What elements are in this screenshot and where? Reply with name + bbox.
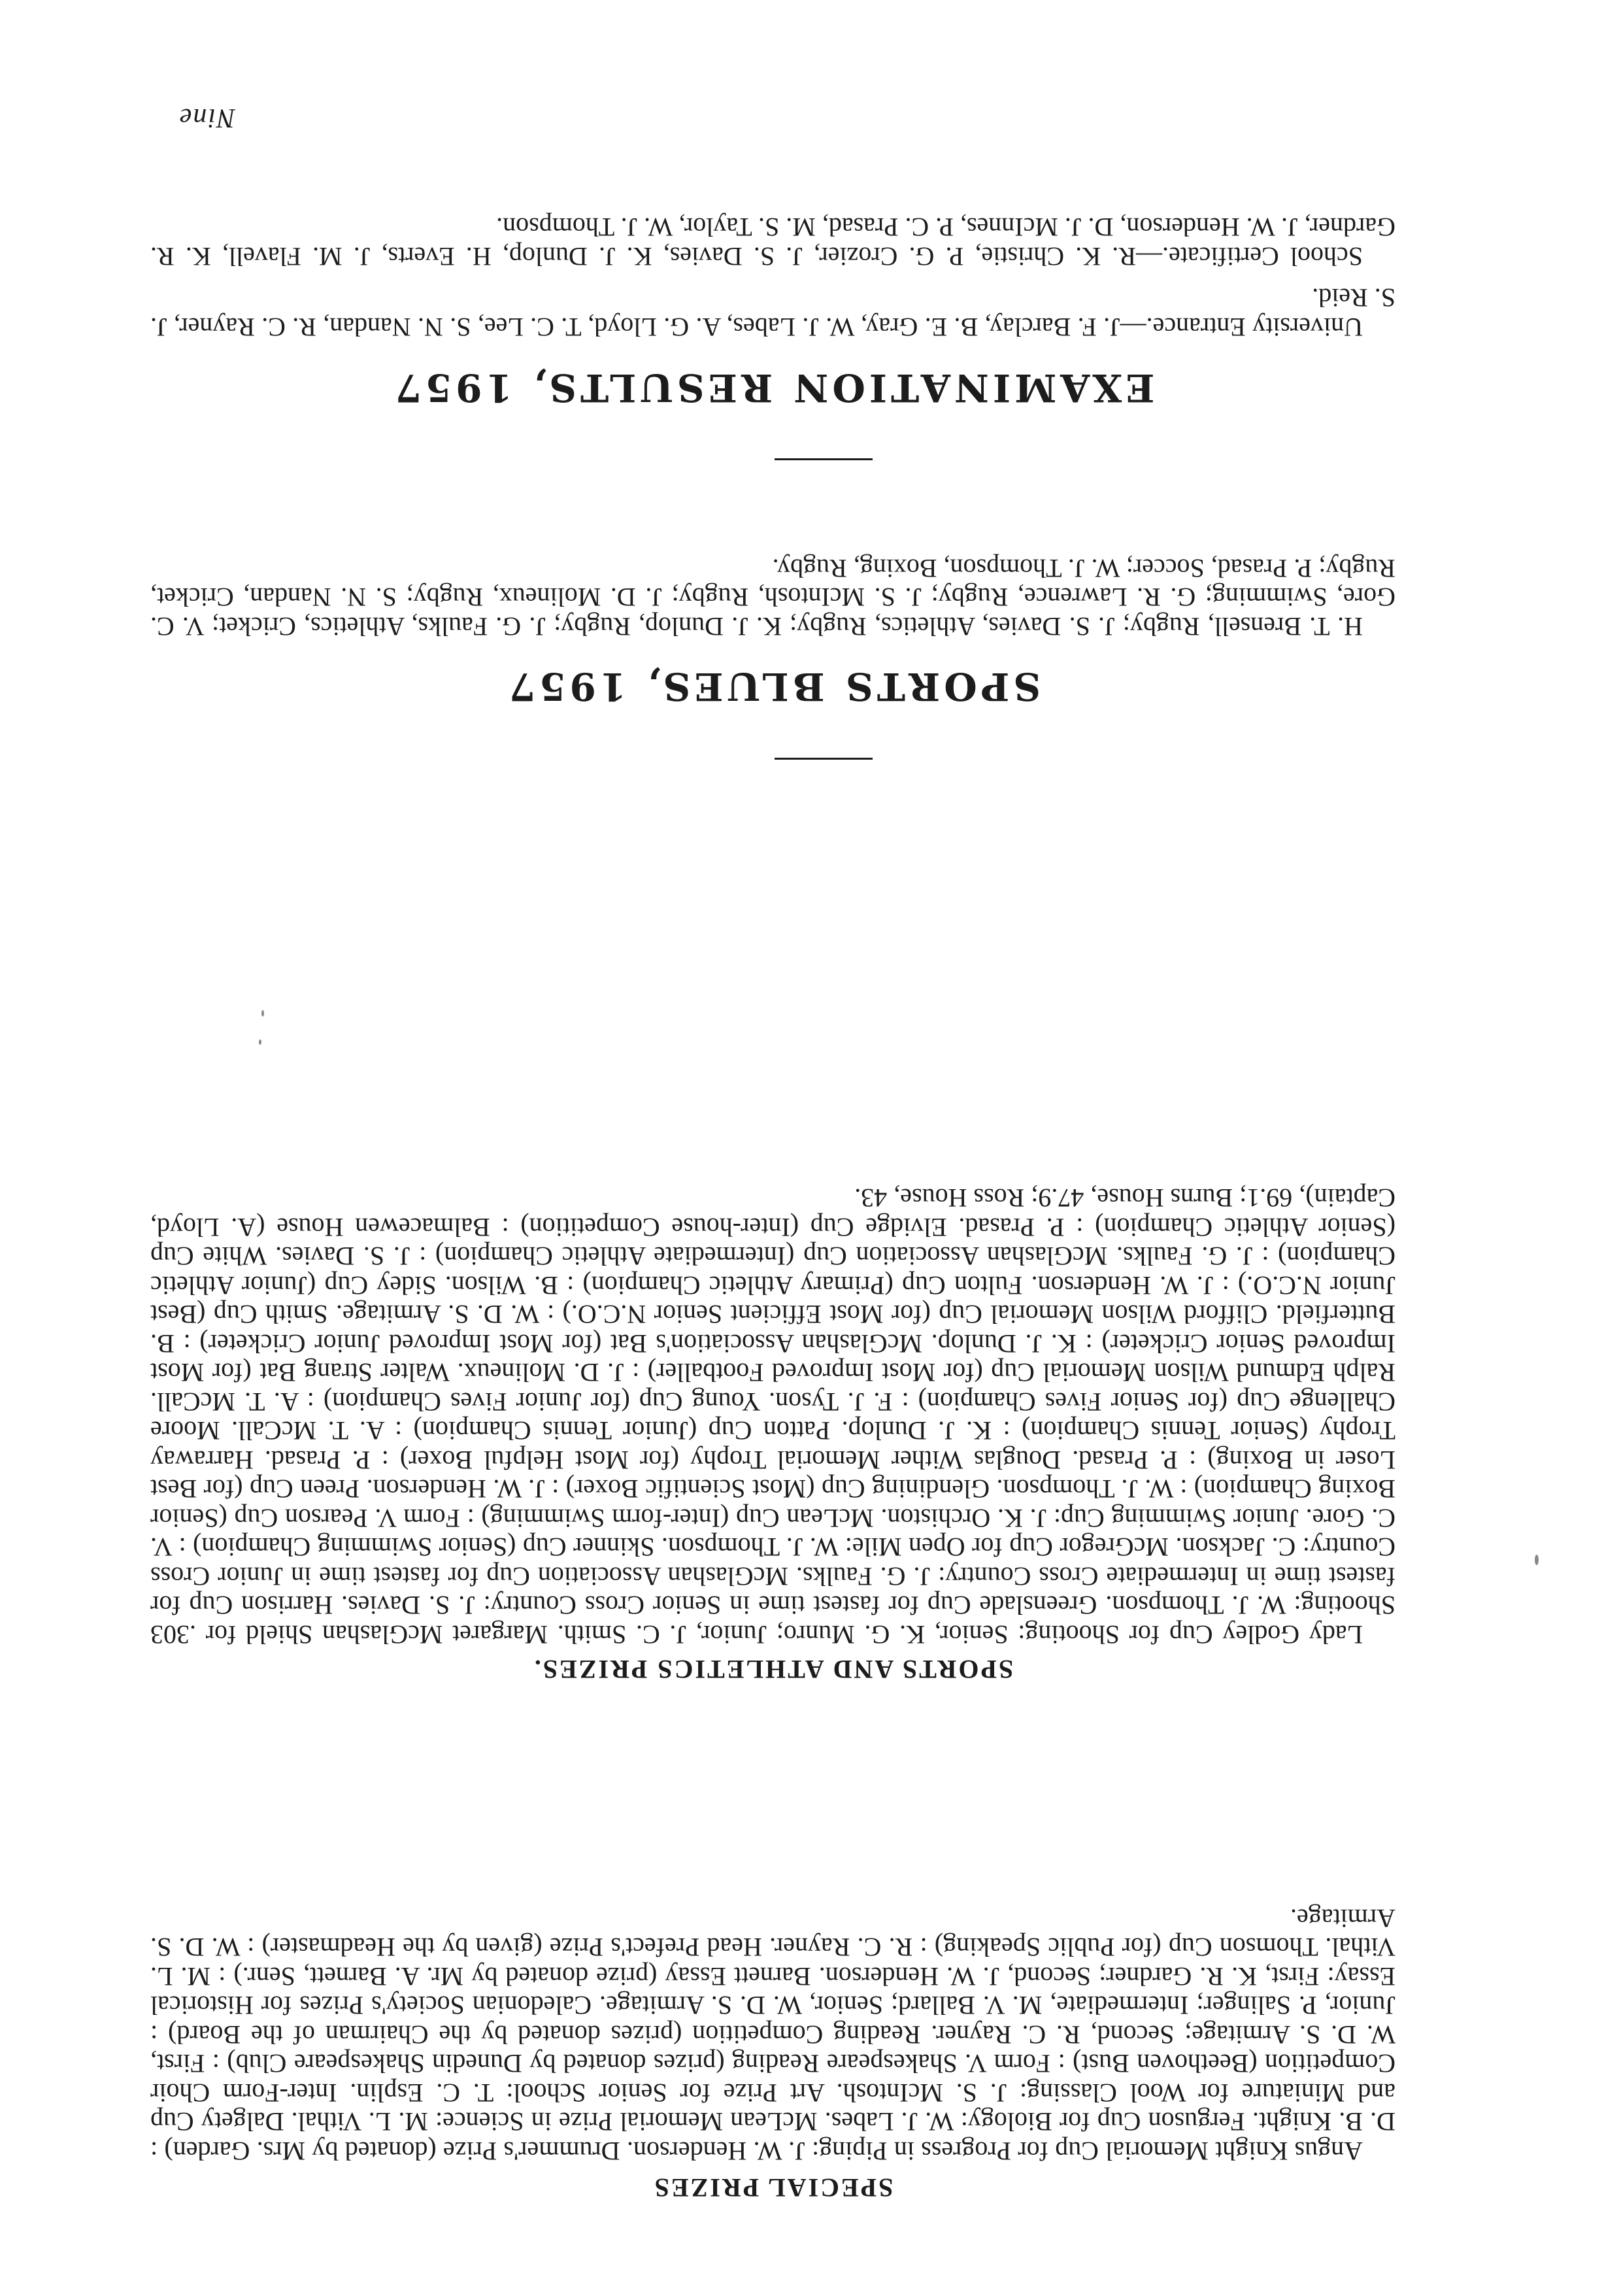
sports-athletics-prizes-text: Lady Godley Cup for Shooting: Senior, K. G. Munro; Junior, J. C. Smith. Margaret McGlashan Shield for .303 Shooting: W. J. Thompson. Greenslade Cup for fastest time in Senior Cross Country: J. S. Davies. Harrison Cup for fastest time in Intermediate Cross Country: J. G. Faulks. McGlashan Association Cup for fastest time in Junior Cross Country: C. Jackson. McGregor Cup for Open Mile: W. J. Thompson. Skinner Cup (Senior Swimming Champion) : V. C. Gore. Junior Swimming Cup: J. K. Orchiston. McLean Cup (Inter-form Swimming) : Form V. Pearson Cup (Senior Boxing Champion) : W. J. Thompson. Glendining Cup (Most Scientific Boxer) : J. W. Henderson. Preen Cup (for Best Loser in Boxing) : P. Prasad. Douglas Wither Memorial Trophy (for Most Helpful Boxer) : P. Prasad. Harraway Trophy (Senior Tennis Champion) : K. J. Dunlop. Patton Cup (Junior Tennis Champion) : A. T. McCall. Moore Challenge Cup (for Senior Fives Champion) : F. J. Tyson. Young Cup (for Junior Fives Champion) : A. T. McCall. Ralph Edmund Wilson Memorial Cup (for Most Improved Footballer) : J. D. Molineux. Walter Strang Bat (for Most Improved Senior Cricketer) : K. J. Dunlop. McGlashan Association's Bat (for Most Improved Junior Cricketer) : B. Butterfield. Clifford Wilson Memorial Cup (for Most Efficient Senior N.C.O.) : W. D. S. Armitage. Smith Cup (Best Junior N.C.O.) : J. W. Henderson. Fulton Cup (Primary Athletic Champion) : B. Wilson. Sidey Cup (Junior Athletic Champion) : J. G. Faulks. McGlashan Association Cup (Intermediate Athletic Champion) : J. S. Davies. White Cup (Senior Athletic Champion) : P. Prasad. Elvidge Cup (Inter-house Competition) : Balmacewen House (A. Lloyd, Captain), 69.1; Burns House, 47.9; Ross House, 43. [150,1183,1395,1649]
sports-blues-text: H. T. Brensell, Rugby; J. S. Davies, Athletics, Rugby; K. J. Dunlop, Rugby; J. G. Faulks, Athletics, Cricket; V. C. Gore, Swimming; G. R. Lawrence, Rugby; J. S. McIntosh, Rugby; J. D. Molineux, Rugby; S. N. Nandan, Cricket, Rugby; P. Prasad, Soccer; W. J. Thompson, Boxing, Rugby. [150,554,1395,641]
page-number: Nine [178,103,235,133]
sports-athletics-prizes-heading: SPORTS AND ATHLETICS PRIZES. [532,1655,1014,1684]
special-prizes-text: Angus Knight Memorial Cup for Progress in Piping: J. W. Henderson. Drummer's Prize (donated by Mrs. Garden) : D. B. Knight. Ferguson Cup for Biology: W. J. Labes. McLean Memorial Prize in Science: M. L. Vithal. Dalgety Cup and Miniature for Wool Classing: J. S. McIntosh. Art Prize for Senior School: T. C. Esplin. Inter-Form Choir Competition (Beethoven Bust) : Form V. Shakespeare Reading (prizes donated by Dunedin Shakespeare Club) : First, W. D. S. Armitage; Second, R. C. Rayner. Reading Competition (prizes donated by the Chairman of the Board) : Junior, P. Salinger; Intermediate, M. V. Ballard; Senior, W. D. S. Armitage. Caledonian Society's Prizes for Historical Essay: First, K. R. Gardner; Second, J. W. Henderson. Barnett Essay (prize donated by Mr. A. Barnett, Senr.) : M. L. Vithal. Thomson Cup (for Public Speaking) : R. C. Rayner. Head Prefect's Prize (given by the Headmaster) : W. D. S. Armitage. [150,1904,1395,2166]
section-divider-rule [775,758,873,760]
scan-speck [259,1039,261,1045]
university-entrance-results: University Entrance.—J. F. Barclay, B. E. Gray, W. J. Labes, A. G. Lloyd, T. C. Lee, S. N. Nandan, R. C. Rayner, J. S. Reid. [150,283,1395,342]
school-certificate-results: School Certificate.—R. K. Christie, P. G. Crozier, J. S. Davies, K. J. Dunlop, H. Everts, J. M. Flavell, K. R. Gardner, J. W. Henderson, D. J. McInnes, P. C. Prasad, M. S. Taylor, W. J. Thompson. [150,212,1395,271]
scan-speck [261,1010,264,1017]
sports-blues-heading: SPORTS BLUES, 1957 [505,664,1041,709]
scan-speck [1535,1555,1539,1565]
special-prizes-heading: SPECIAL PRIZES [652,2173,894,2203]
section-divider-rule [775,458,873,460]
examination-results-heading: EXAMINATION RESULTS, 1957 [391,365,1155,410]
